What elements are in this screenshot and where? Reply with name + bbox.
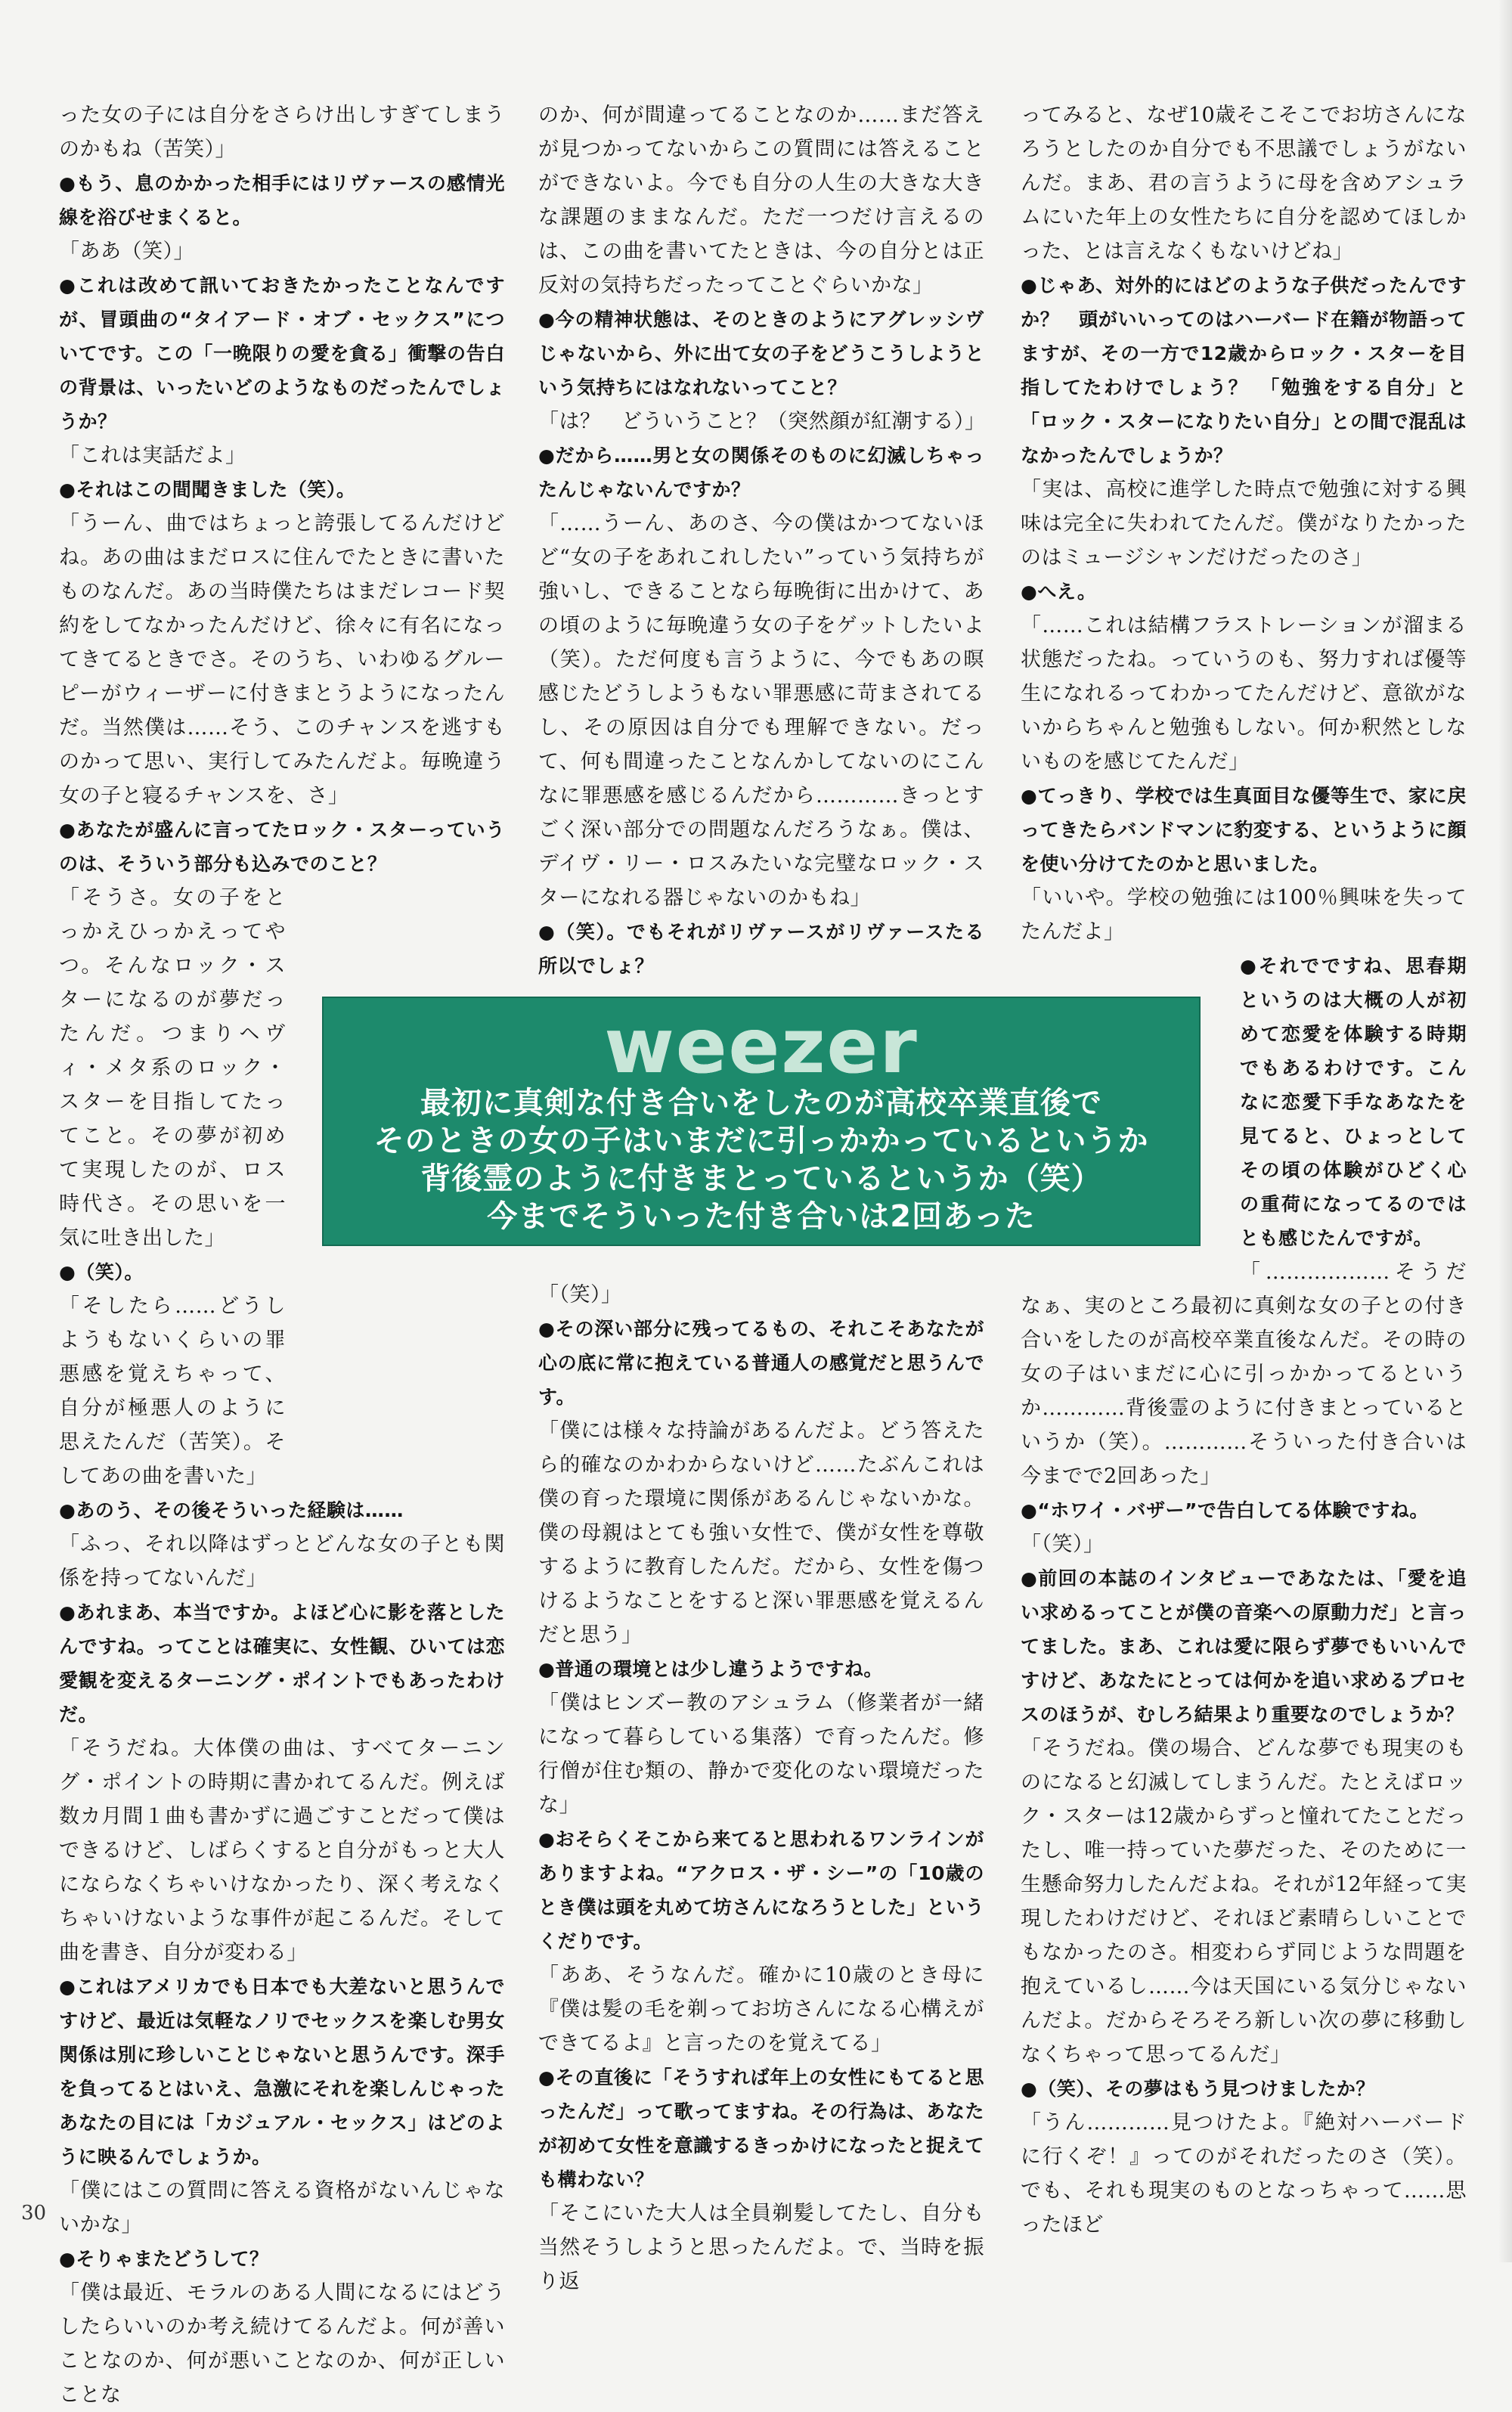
scan-edge-shadow (1498, 0, 1512, 2262)
interviewer-question: ●もう、息のかかった相手にはリヴァースの感情光線を浴びせまくると。 (59, 172, 505, 228)
paragraph: 「うーん、曲ではちょっと誇張してるんだけどね。あの曲はまだロスに住んでたときに書いたものなんだ。あの当時僕たちはまだレコード契約をしてなかったんだけど、徐々に有名になってきてるときでさ。そのうち、いわゆるグルーピーがウィーザーに付きまとうようになったんだ。当然僕は……そう、このチャンスを逃すものかって思い、実行してみたんだよ。毎晩違う女の子と寝るチャンスを、さ」 (59, 512, 505, 808)
paragraph: 「これは実話だよ」 (59, 444, 246, 467)
article-column-left (59, 98, 505, 2412)
interviewer-question: ●へえ。 (1021, 581, 1097, 603)
paragraph: 「……これは結構フラストレーションが溜まる状態だったね。っていうのも、努力すれば優等生になれるってわかってたんだけど、意欲がないからちゃんと勉強もしない。何か釈然としないものを感じてたんだ」 (1021, 614, 1467, 774)
paragraph: ってみると、なぜ10歳そこそこでお坊さんになろうとしたのか自分でも不思議でしょうがないんだ。まあ、君の言うように母を含めアシュラムにいた年上の女性たちに自分を認めてほしかった、とは言えなくもないけどね」 (1021, 104, 1467, 263)
interviewer-question: ●これはアメリカでも日本でも大差ないと思うんですけど、最近は気軽なノリでセックスを楽しむ男女関係は別に珍しいことじゃないと思うんです。深手を負ってるとはいえ、急激にそれを楽しんじゃったあなたの目には「カジュアル・セックス」はどのように映るんでしょうか。 (59, 1976, 505, 2168)
paragraph: 「ふっ、それ以降はずっとどんな女の子とも関係を持ってないんだ」 (59, 1533, 505, 1590)
pull-quote-banner (322, 997, 1201, 1246)
pull-quote-line: 背後霊のように付きまとっているというか（笑） (420, 1161, 1102, 1196)
paragraph: 「は？ どういうこと？（突然顔が紅潮する）」 (538, 410, 986, 433)
paragraph: 「僕には様々な持論があるんだよ。どう答えたら的確なのかわからないけど……たぶんこれは僕の育った環境に関係があるんじゃないかな。僕の母親はとても強い女性で、僕が女性を尊敬するように教育したんだ。だから、女性を傷つけるようなことをすると深い罪悪感を覚えるんだと思う」 (538, 1419, 984, 1647)
paragraph: った女の子には自分をさらけ出しすぎてしまうのかもね（苦笑）」 (59, 104, 505, 161)
paragraph: 「そうさ。女の子をとっかえひっかえってやつ。そんなロック・スターになるのが夢だったんだ。つまりヘヴィ・メタ系のロック・スターを目指してたってこと。その夢が初めて実現したのが、ロス時代さ。その思いを一気に吐き出した」 (59, 886, 286, 1250)
interviewer-question: ●前回の本誌のインタビューであなたは、「愛を追い求めるってことが僕の音楽への原動力だ」と言ってました。まあ、これは愛に限らず夢でもいいんですけど、あなたにとっては何かを追い求めるプロセスのほうが、むしろ結果より重要なのでしょうか？ (1021, 1567, 1467, 1725)
paragraph: 「うん…………見つけたよ。『絶対ハーバードに行くぞ！』ってのがそれだったのさ（笑）。でも、それも現実のものとなっちゃって……思ったほど (1021, 2111, 1467, 2237)
paragraph: 「そうだね。僕の場合、どんな夢でも現実のものになると幻滅してしまうんだ。たとえばロック・スターは12歳からずっと憧れてたことだったし、唯一持っていた夢だった、そのために一生懸命努力したんだよね。それが12年経って実現したわけだけど、それほど素晴らしいことでもなかったのさ。相変わらず同じような問題を抱えているし……今は天国にいる気分じゃないんだよ。だからそろそろ新しい次の夢に移動しなくちゃって思ってるんだ」 (1021, 1737, 1467, 2066)
interviewer-question: ●てっきり、学校では生真面目な優等生で、家に戻ってきたらバンドマンに豹変する、というように顔を使い分けてたのかと思いました。 (1021, 785, 1467, 875)
interviewer-question: ●（笑）。 (59, 1261, 144, 1283)
interviewer-question: ●その深い部分に残ってるもの、それこそあなたが心の底に常に抱えている普通人の感覚だと思うんです。 (538, 1318, 984, 1408)
paragraph: 「（笑）」 (1021, 1533, 1105, 1556)
interviewer-question: ●（笑）、その夢はもう見つけましたか？ (1021, 2078, 1375, 2100)
interviewer-question: ●あれまあ、本当ですか。よほど心に影を落としたんですね。ってことは確実に、女性観、ひいては恋愛観を変えるターニング・ポイントでもあったわけだ。 (59, 1601, 505, 1725)
paragraph: のか、何が間違ってることなのか……まだ答えが見つかってないからこの質問には答えることができないよ。今でも自分の人生の大きな大きな課題のままなんだ。ただ一つだけ言えるのは、この曲を書いてたときは、今の自分とは正反対の気持ちだったってことぐらいかな」 (538, 104, 984, 297)
paragraph: 「そうだね。大体僕の曲は、すべてターニング・ポイントの時期に書かれてるんだ。例えば数カ月間１曲も書かずに過ごすことだって僕はできるけど、しばらくすると自分がもっと大人にならなくちゃいけなかったり、深く考えなくちゃいけないような事件が起こるんだ。そして曲を書き、自分が変わる」 (59, 1737, 505, 1964)
interviewer-question: ●じゃあ、対外的にはどのような子供だったんですか？ 頭がいいってのはハーバード在籍が物語ってますが、その一方で12歳からロック・スターを目指してたわけでしょう？ 「勉強をする自分」と「ロック・スターになりたい自分」との間で混乱はなかったんでしょうか？ (1021, 274, 1467, 467)
paragraph: 「……うーん、あのさ、今の僕はかつてないほど“女の子をあれこれしたい”っていう気持ちが強いし、できることなら毎晩街に出かけて、あの頃のように毎晩違う女の子をゲットしたいよ（笑）。ただ何度も言うように、今でもあの暝感じたどうしようもない罪悪感に苛まされてるし、その原因は自分でも理解できない。だって、何も間違ったことなんかしてないのにこんなに罪悪感を感じるんだから…………きっとすごく深い部分での問題なんだろうなぁ。僕は、デイヴ・リー・ロスみたいな完璧なロック・スターになれる器じゃないのかもね」 (538, 512, 984, 910)
band-logo: weezer (604, 1002, 919, 1090)
paragraph: 「………………そうだなぁ、実のところ最初に真剣な女の子との付き合いをしたのが高校卒業直後なんだ。その時の女の子はいまだに心に引っかかってるというか…………背後霊のように付きまとっているというか（笑）。…………そういった付き合いは今までで2回あった」 (1021, 1260, 1467, 1488)
paragraph: 「ああ、そうなんだ。確かに10歳のとき母に『僕は髪の毛を剃ってお坊さんになる心構えができてるよ』と言ったのを覚えてる」 (538, 1964, 984, 2055)
paragraph: 「そこにいた大人は全員剃髪してたし、自分も当然そうしようと思ったんだよ。で、当時を振り返 (538, 2202, 984, 2293)
interviewer-question: ●（笑）。でもそれがリヴァースがリヴァースたる所以でしょ？ (538, 921, 984, 977)
pull-quote-line: 今までそういった付き合いは2回あった (487, 1199, 1036, 1234)
interviewer-question: ●だから……男と女の関係そのものに幻滅しちゃったんじゃないんですか？ (538, 445, 984, 501)
paragraph: 「ああ（笑）」 (59, 240, 194, 263)
pull-quote-line: そのときの女の子はいまだに引っかかっているというか (373, 1124, 1149, 1158)
paragraph: 「いいや。学校の勉強には100％興味を失ってたんだよ」 (1021, 886, 1467, 944)
interviewer-question: ●これは改めて訊いておきたかったことなんですが、冒頭曲の“タイアード・オブ・セックス”についてです。この「一晩限りの愛を貪る」衝撃の告白の背景は、いったいどのようなものだったんでしょうか？ (59, 274, 505, 432)
paragraph: 「僕にはこの質問に答える資格がないんじゃないかな」 (59, 2179, 505, 2237)
interviewer-question: ●それでですね、思春期というのは大概の人が初めて恋愛を体験する時期でもあるわけです。こんなに恋愛下手なあなたを見てると、ひょっとしてその頃の体験がひどく心の重荷になってるのではとも感じたんですが。 (1240, 955, 1467, 1249)
page-number: 30 (21, 2202, 47, 2224)
interviewer-question: ●あなたが盛んに言ってたロック・スターっていうのは、そういう部分も込みでのこと？ (59, 819, 505, 875)
interviewer-question: ●おそらくそこから来てると思われるワンラインがありますよね。“アクロス・ザ・シー”の「10歳のとき僕は頭を丸めて坊さんになろうとした」というくだりです。 (538, 1828, 984, 1952)
paragraph: 「（笑）」 (538, 1283, 622, 1307)
pull-quote-line: 最初に真剣な付き合いをしたのが高校卒業直後で (420, 1086, 1102, 1121)
paragraph: 「そしたら……どうしようもないくらいの罪悪感を覚えちゃって、自分が極悪人のように思えたんだ（苦笑）。そしてあの曲を書いた」 (59, 1294, 286, 1488)
interviewer-question: ●“ホワイ・バザー”で告白してる体験ですね。 (1021, 1499, 1429, 1521)
interviewer-question: ●そりゃまたどうして？ (59, 2248, 269, 2270)
interviewer-question: ●あのう、その後そういった経験は…… (59, 1499, 404, 1521)
paragraph: 「僕は最近、モラルのある人間になるにはどうしたらいいのか考え続けてるんだよ。何が善いことなのか、何が悪いことなのか、何が正しいことな (59, 2281, 505, 2407)
interviewer-question: ●今の精神状態は、そのときのようにアグレッシヴじゃないから、外に出て女の子をどうこうしようという気持ちにはなれないってこと？ (538, 308, 984, 398)
interviewer-question: ●その直後に「そうすれば年上の女性にもてると思ったんだ」って歌ってますね。その行為は、あなたが初めて女性を意識するきっかけになったと捉えても構わない？ (538, 2066, 984, 2190)
paragraph: 「実は、高校に進学した時点で勉強に対する興味は完全に失われてたんだ。僕がなりたかったのはミュージシャンだけだったのさ」 (1021, 478, 1467, 569)
interviewer-question: ●それはこの間聞きました（笑）。 (59, 479, 356, 501)
interviewer-question: ●普通の環境とは少し違うようですね。 (538, 1658, 883, 1680)
paragraph: 「僕はヒンズー教のアシュラム（修業者が一緒になって暮らしている集落）で育ったんだ。修行僧が住む類の、静かで変化のない環境だったな」 (538, 1691, 984, 1817)
